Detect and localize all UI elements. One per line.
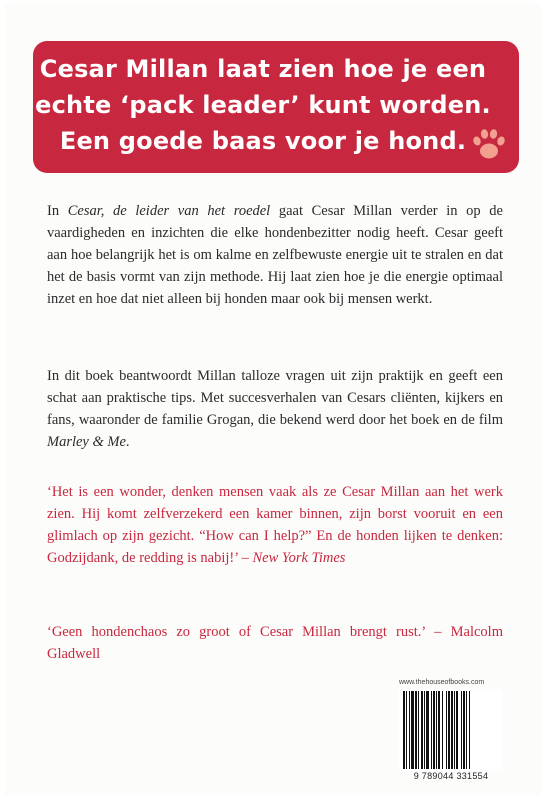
book-title: Cesar, de leider van het roedel	[67, 203, 271, 219]
description-paragraph-1	[47, 200, 503, 310]
paw-print-icon	[471, 127, 507, 161]
para2-body: In dit boek beantwoordt Millan talloze vragen uit zijn praktijk en geeft een schat aan praktische tips. Met succesverhalen van Cesars cliënten, kijkers en fans, waaronder de familie Grogan, die bekend werd door het boek en de film	[47, 368, 503, 428]
review-quote-2	[47, 621, 503, 665]
para1-prefix: In	[47, 203, 68, 219]
quote1-body: ‘Het is een wonder, denken mensen vaak als ze Cesar Millan aan het werk zien. Hij komt zelfverzekerd een kamer binnen, zijn borst vooruit en een glimlach op zijn gezicht. “How can I help?” En de honden lijken te denken: Godzijdank, de redding is nabij!’ –	[47, 484, 503, 566]
barcode-block	[399, 679, 503, 789]
para2-suffix: .	[125, 434, 130, 450]
review-quote-1	[47, 481, 503, 569]
publisher-url: www.thehouseofbooks.com	[399, 679, 485, 686]
banner-line-1: Cesar Millan laat zien hoe je een	[39, 55, 487, 83]
para1-body: gaat Cesar Millan verder in op de vaardigheden en inzichten die elke hondenbezitter nodig heeft. Cesar geeft aan hoe belangrijk het is om kalme en zelfbewuste energie uit te stralen en dat het de basis vormt van zijn methode. Hij laat zien hoe je die energie optimaal inzet en hoe dat niet alleen bij honden maar ook bij mensen werkt.	[47, 203, 503, 307]
isbn-number: 9 789044 331554	[413, 771, 489, 781]
red-banner	[33, 41, 519, 173]
description-paragraph-2	[47, 365, 503, 453]
quote1-source: New York Times	[252, 550, 346, 566]
banner-line-2: echte ‘pack leader’ kunt worden.	[35, 91, 491, 119]
back-cover	[5, 3, 541, 795]
quote2-body: ‘Geen hondenchaos zo groot of Cesar Millan brengt rust.’ – Malcolm Gladwell	[47, 624, 503, 662]
banner-line-3: Een goede baas voor je hond.	[59, 127, 467, 155]
film-title: Marley & Me	[47, 434, 126, 450]
barcode-image	[399, 689, 503, 771]
